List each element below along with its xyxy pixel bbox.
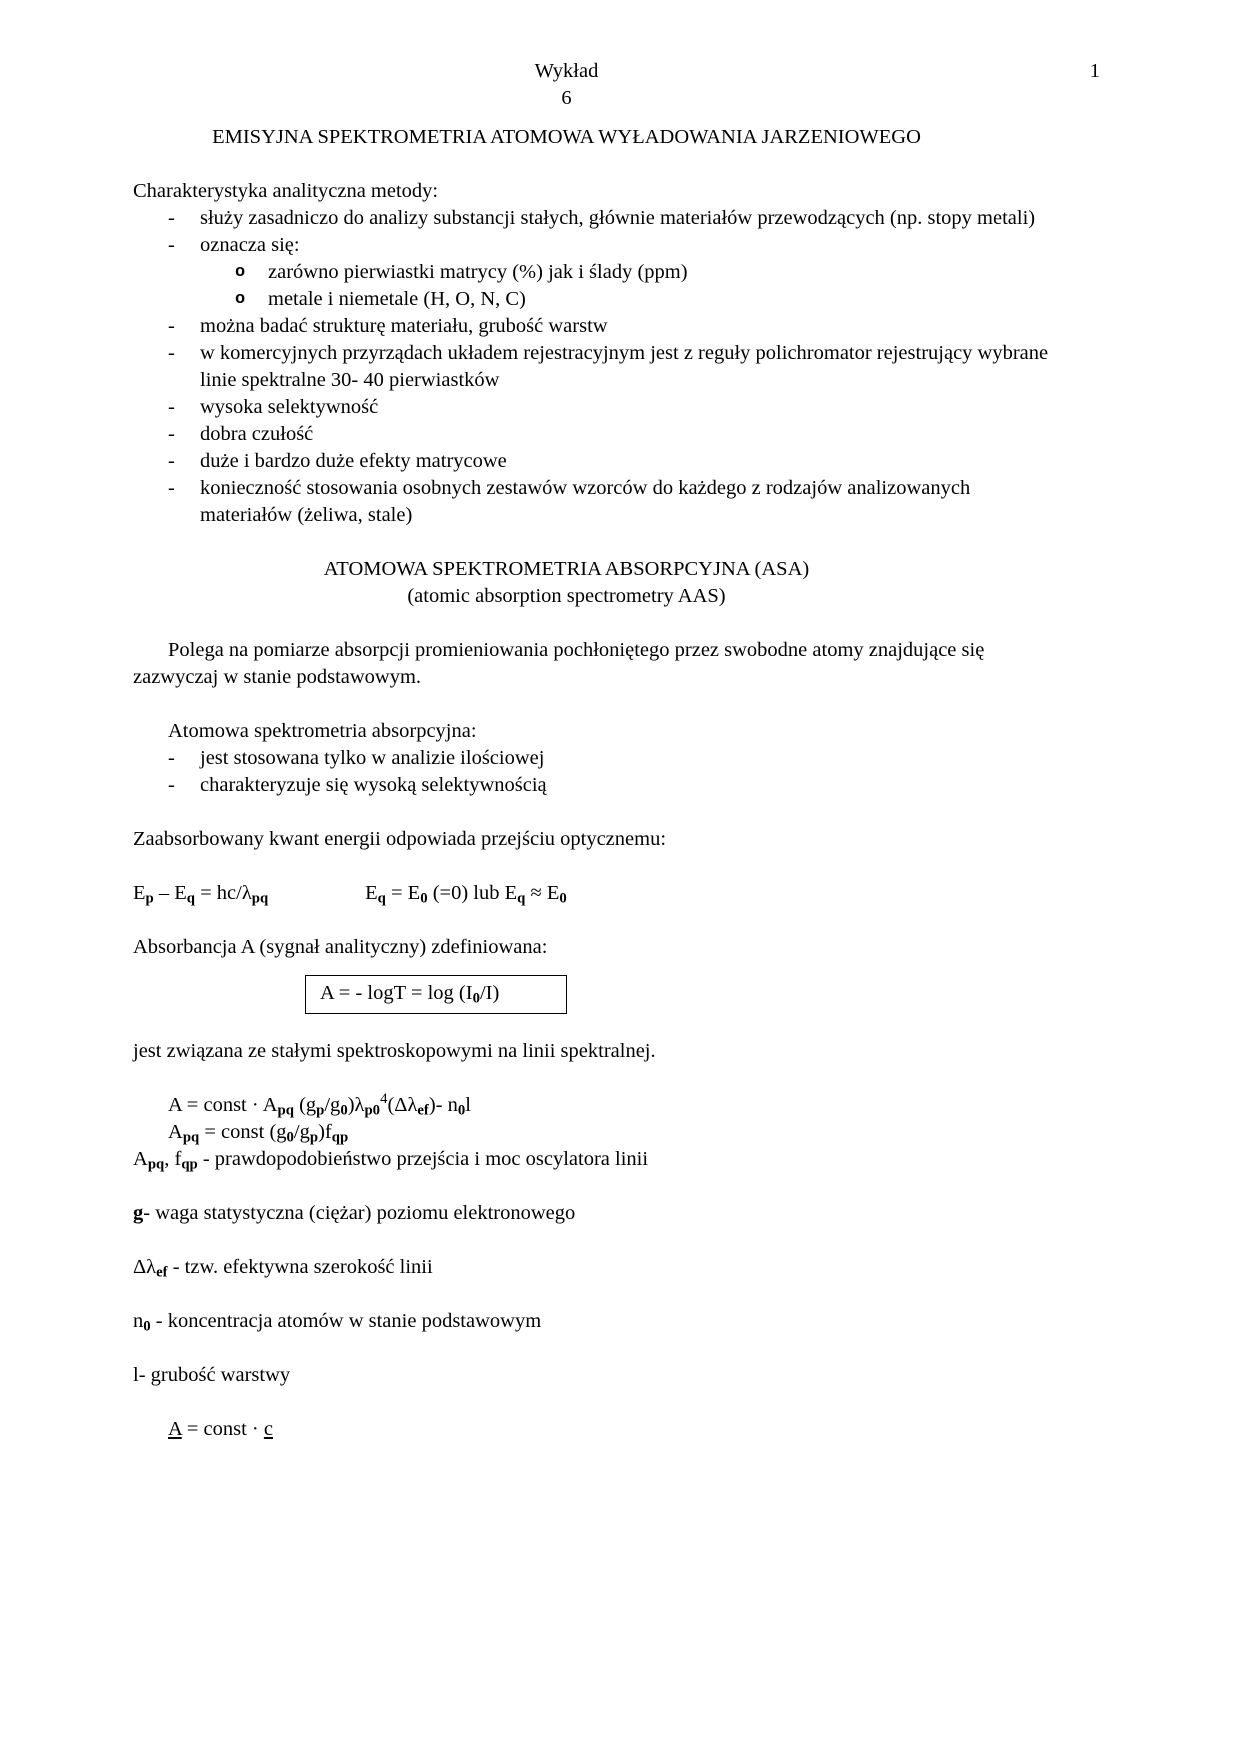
list-item-text: wysoka selektywność [200,396,379,418]
header-title: Wykład [534,60,599,82]
circle-marker: o [235,263,246,282]
definition-l: l- grubość warstwy [133,1364,291,1386]
sub-list-item-text: zarówno pierwiastki matrycy (%) jak i ślady (ppm) [268,261,688,283]
list-item [133,232,1110,259]
page-number: 1 [1089,60,1100,82]
asa-paragraph-1: Polega na pomiarze absorpcji promieniowania pochłoniętego przez swobodne atomy znajdujące się zazwyczaj w stanie podstawowym. [133,639,985,688]
list-item [133,475,1110,529]
list-item-text: charakteryzuje się wysoką selektywnością [200,774,547,796]
dash-marker: - [168,450,175,472]
dash-marker: - [168,396,175,418]
sub-list-item [133,259,1110,286]
dash-marker: - [168,234,175,256]
list-item [133,340,1110,394]
characteristics-list [133,205,1110,529]
circle-marker: o [235,290,246,309]
energy-formula-left: $E_p - E_q = hc/\lambda_{pq}$ [133,882,269,907]
list-item [133,421,1110,448]
sub-list-item [133,286,1110,313]
list-item-text: można badać strukturę materiału, grubość warstw [200,315,608,337]
list-item-text: oznacza się: [200,234,300,256]
energy-formula-line [133,880,1110,907]
list-item-text: służy zasadniczo do analizy substancji stałych, głównie materiałów przewodzących (np. stopy metali) [200,207,1036,229]
final-formula: A = const · c [168,1418,273,1440]
list-item [133,448,1110,475]
list-item-text: w komercyjnych przyrządach układem rejestracyjnym jest z reguły polichromator rejestrujący wybrane linie spektralne 30- 40 pierwiastków [200,342,1049,391]
asa-properties-list [133,745,1110,799]
quantum-paragraph: Zaabsorbowany kwant energii odpowiada przejściu optycznemu: [133,828,667,850]
list-item [133,394,1110,421]
transition-formula-block [133,1092,1110,1173]
dash-marker: - [168,423,175,445]
absorbance-paragraph: Absorbancja A (sygnał analityczny) zdefiniowana: [133,936,548,958]
dash-marker: - [168,207,175,229]
dash-marker: - [168,477,175,499]
spectral-line-paragraph: jest związana ze stałymi spektroskopowymi na linii spektralnej. [133,1040,656,1062]
definition-delta-lambda: $\Delta\lambda_{ef}$ - tzw. efektywna szerokość linii [133,1256,433,1281]
list-item-text: duże i bardzo duże efekty matrycowe [200,450,507,472]
asa-section-title: ATOMOWA SPEKTROMETRIA ABSORPCYJNA (ASA) [323,558,810,580]
document-header [133,58,1110,85]
list-item [133,745,1110,772]
asa-section-title-block [133,556,1110,610]
dash-marker: - [168,342,175,364]
dash-marker: - [168,315,175,337]
list-item-text: dobra czułość [200,423,314,445]
lecture-number: 6 [561,87,572,109]
formula-a1: A = const · $A_{pq}$ $(g_p/g_0)\lambda_{p0}^4(\Delta\lambda_{ef})-$ $n_0l$ [168,1090,471,1119]
formula-a2: $A_{pq}$ = const $(g_0/g_p)f_{qp}$ [168,1121,349,1146]
sub-list-item-text: metale i niemetale (H, O, N, C) [268,288,526,310]
absorbance-box-row [305,975,1110,1014]
list-item-text: konieczność stosowania osobnych zestawów wzorców do każdego z rodzajów analizowanych materiałów (żeliwa, stale) [200,477,971,526]
main-title: EMISYJNA SPEKTROMETRIA ATOMOWA WYŁADOWANIA JARZENIOWEGO [212,126,921,148]
list-item [133,205,1110,232]
asa-section-subtitle: (atomic absorption spectrometry AAS) [407,585,726,607]
formula-a3: $A_{pq}$, $f_{qp}$ - prawdopodobieństwo przejścia i moc oscylatora linii [133,1148,649,1173]
asa-paragraph-2: Atomowa spektrometria absorpcyjna: [168,720,477,742]
list-item [133,772,1110,799]
energy-formula-right: $E_q = E_0$ (=0) lub $E_q \approx E_0$ [365,882,567,907]
characteristics-intro: Charakterystyka analityczna metody: [133,180,439,202]
list-item-text: jest stosowana tylko w analizie ilościowej [200,747,545,769]
list-item [133,313,1110,340]
definition-n0: $n_0$ - koncentracja atomów w stanie podstawowym [133,1310,542,1335]
dash-marker: - [168,747,175,769]
dash-marker: - [168,774,175,796]
definition-g: g- waga statystyczna (ciężar) poziomu elektronowego [133,1202,576,1224]
absorbance-formula-box: A = - $\log T = \log (I_0/I)$ [305,975,567,1014]
